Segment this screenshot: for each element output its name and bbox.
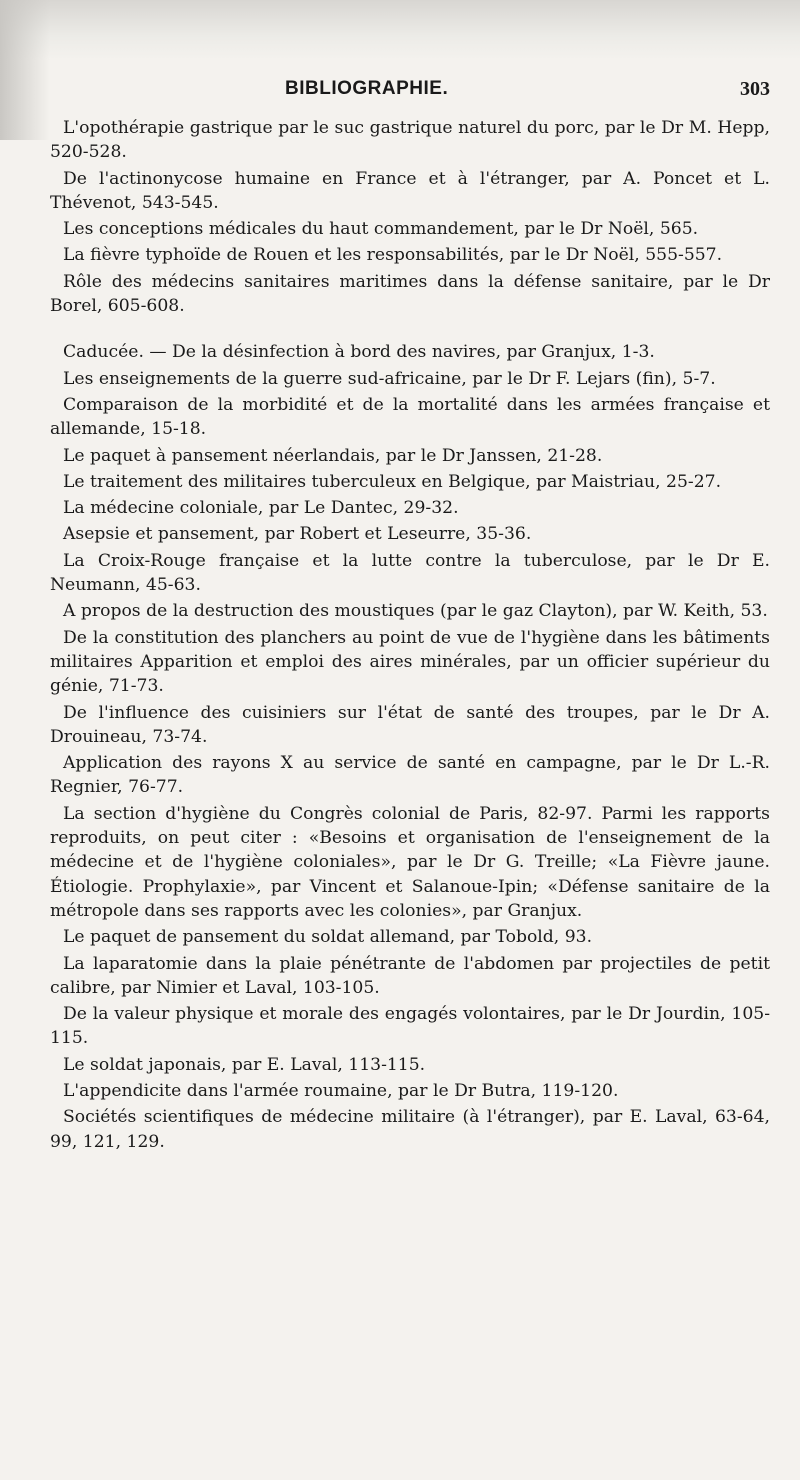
bibliography-entry: Les conceptions médicales du haut commandement, par le Dr Noël, 565. (63, 219, 699, 240)
bibliography-entry: Le soldat japonais, par E. Laval, 113-115. (63, 1054, 426, 1075)
bibliography-entry: Application des rayons X au service de santé en campagne, par le Dr L.-R. Regnier, 76-77. (50, 753, 770, 798)
bibliography-entry: Comparaison de la morbidité et de la mortalité dans les armées française et allemande, 15-18. (50, 394, 770, 440)
bibliography-entry: La laparatomie dans la plaie pénétrante de l'abdomen par projectiles de petit calibre, par Nimier et Laval, 103-105. (50, 953, 770, 998)
bibliography-entry: Le traitement des militaires tuberculeux en Belgique, par Maistriau, 25-27. (63, 471, 722, 492)
bibliography-entry: L'opothérapie gastrique par le suc gastrique naturel du porc, par le Dr M. Hepp, 520-528. (50, 118, 770, 163)
bibliography-entry: Caducée. — De la désinfection à bord des navires, par Granjux, 1-3. (63, 342, 655, 363)
bibliography-entry: La section d'hygiène du Congrès colonial de Paris, 82-97. Parmi les rapports reproduits, on peut citer : «Besoins et organisation de l'enseignement de la médecine et de l'hygiène coloniales», par le Dr G. Treille; «La Fièvre jaune. Étiologie. Prophylaxie», par Vincent et Salanoue-Ipin; «Défense sanitaire de la métropole dans ses rapports avec les colonies», par Granjux. (50, 803, 770, 921)
bibliography-entry: L'appendicite dans l'armée roumaine, par le Dr Butra, 119-120. (63, 1080, 619, 1101)
bibliography-entry: A propos de la destruction des moustiques (par le gaz Clayton), par W. Keith, 53. (63, 601, 768, 622)
bibliography-entry: Asepsie et pansement, par Robert et Leseurre, 35-36. (63, 524, 532, 545)
running-head-title: BIBLIOGRAPHIE. (285, 78, 449, 99)
page-edge-shadow (0, 0, 800, 60)
bibliography-entry: La Croix-Rouge française et la lutte contre la tuberculose, par le Dr E. Neumann, 45-63. (50, 550, 770, 596)
bibliography-entry: De la constitution des planchers au point de vue de l'hygiène dans les bâtiments militaires Apparition et emploi des aires minérales, par un officier supérieur du génie, 71-73. (50, 627, 770, 697)
bibliography-entry: Les enseignements de la guerre sud-africaine, par le Dr F. Lejars (fin), 5-7. (63, 368, 716, 389)
running-head (285, 78, 770, 104)
bibliography-entry: De l'actinonycose humaine en France et à l'étranger, par A. Poncet et L. Thévenot, 543-545. (50, 168, 770, 213)
bibliography-list (50, 116, 770, 1156)
bibliography-entry: Sociétés scientifiques de médecine militaire (à l'étranger), par E. Laval, 63-64, 99, 121, 129. (50, 1107, 770, 1152)
bibliography-entry: La fièvre typhoïde de Rouen et les responsabilités, par le Dr Noël, 555-557. (63, 245, 723, 266)
section-gap (50, 320, 770, 340)
bibliography-entry: Rôle des médecins sanitaires maritimes dans la défense sanitaire, par le Dr Borel, 605-608. (50, 271, 770, 317)
bibliography-entry: De l'influence des cuisiniers sur l'état de santé des troupes, par le Dr A. Drouineau, 73-74. (50, 702, 770, 747)
page-corner-shadow (0, 0, 50, 140)
bibliography-entry: Le paquet de pansement du soldat allemand, par Tobold, 93. (63, 927, 593, 948)
page-number: 303 (740, 78, 770, 100)
bibliography-entry: De la valeur physique et morale des engagés volontaires, par le Dr Jourdin, 105-115. (50, 1004, 770, 1049)
bibliography-entry: Le paquet à pansement néerlandais, par le Dr Janssen, 21-28. (63, 445, 603, 466)
bibliography-entry: La médecine coloniale, par Le Dantec, 29-32. (63, 498, 459, 519)
